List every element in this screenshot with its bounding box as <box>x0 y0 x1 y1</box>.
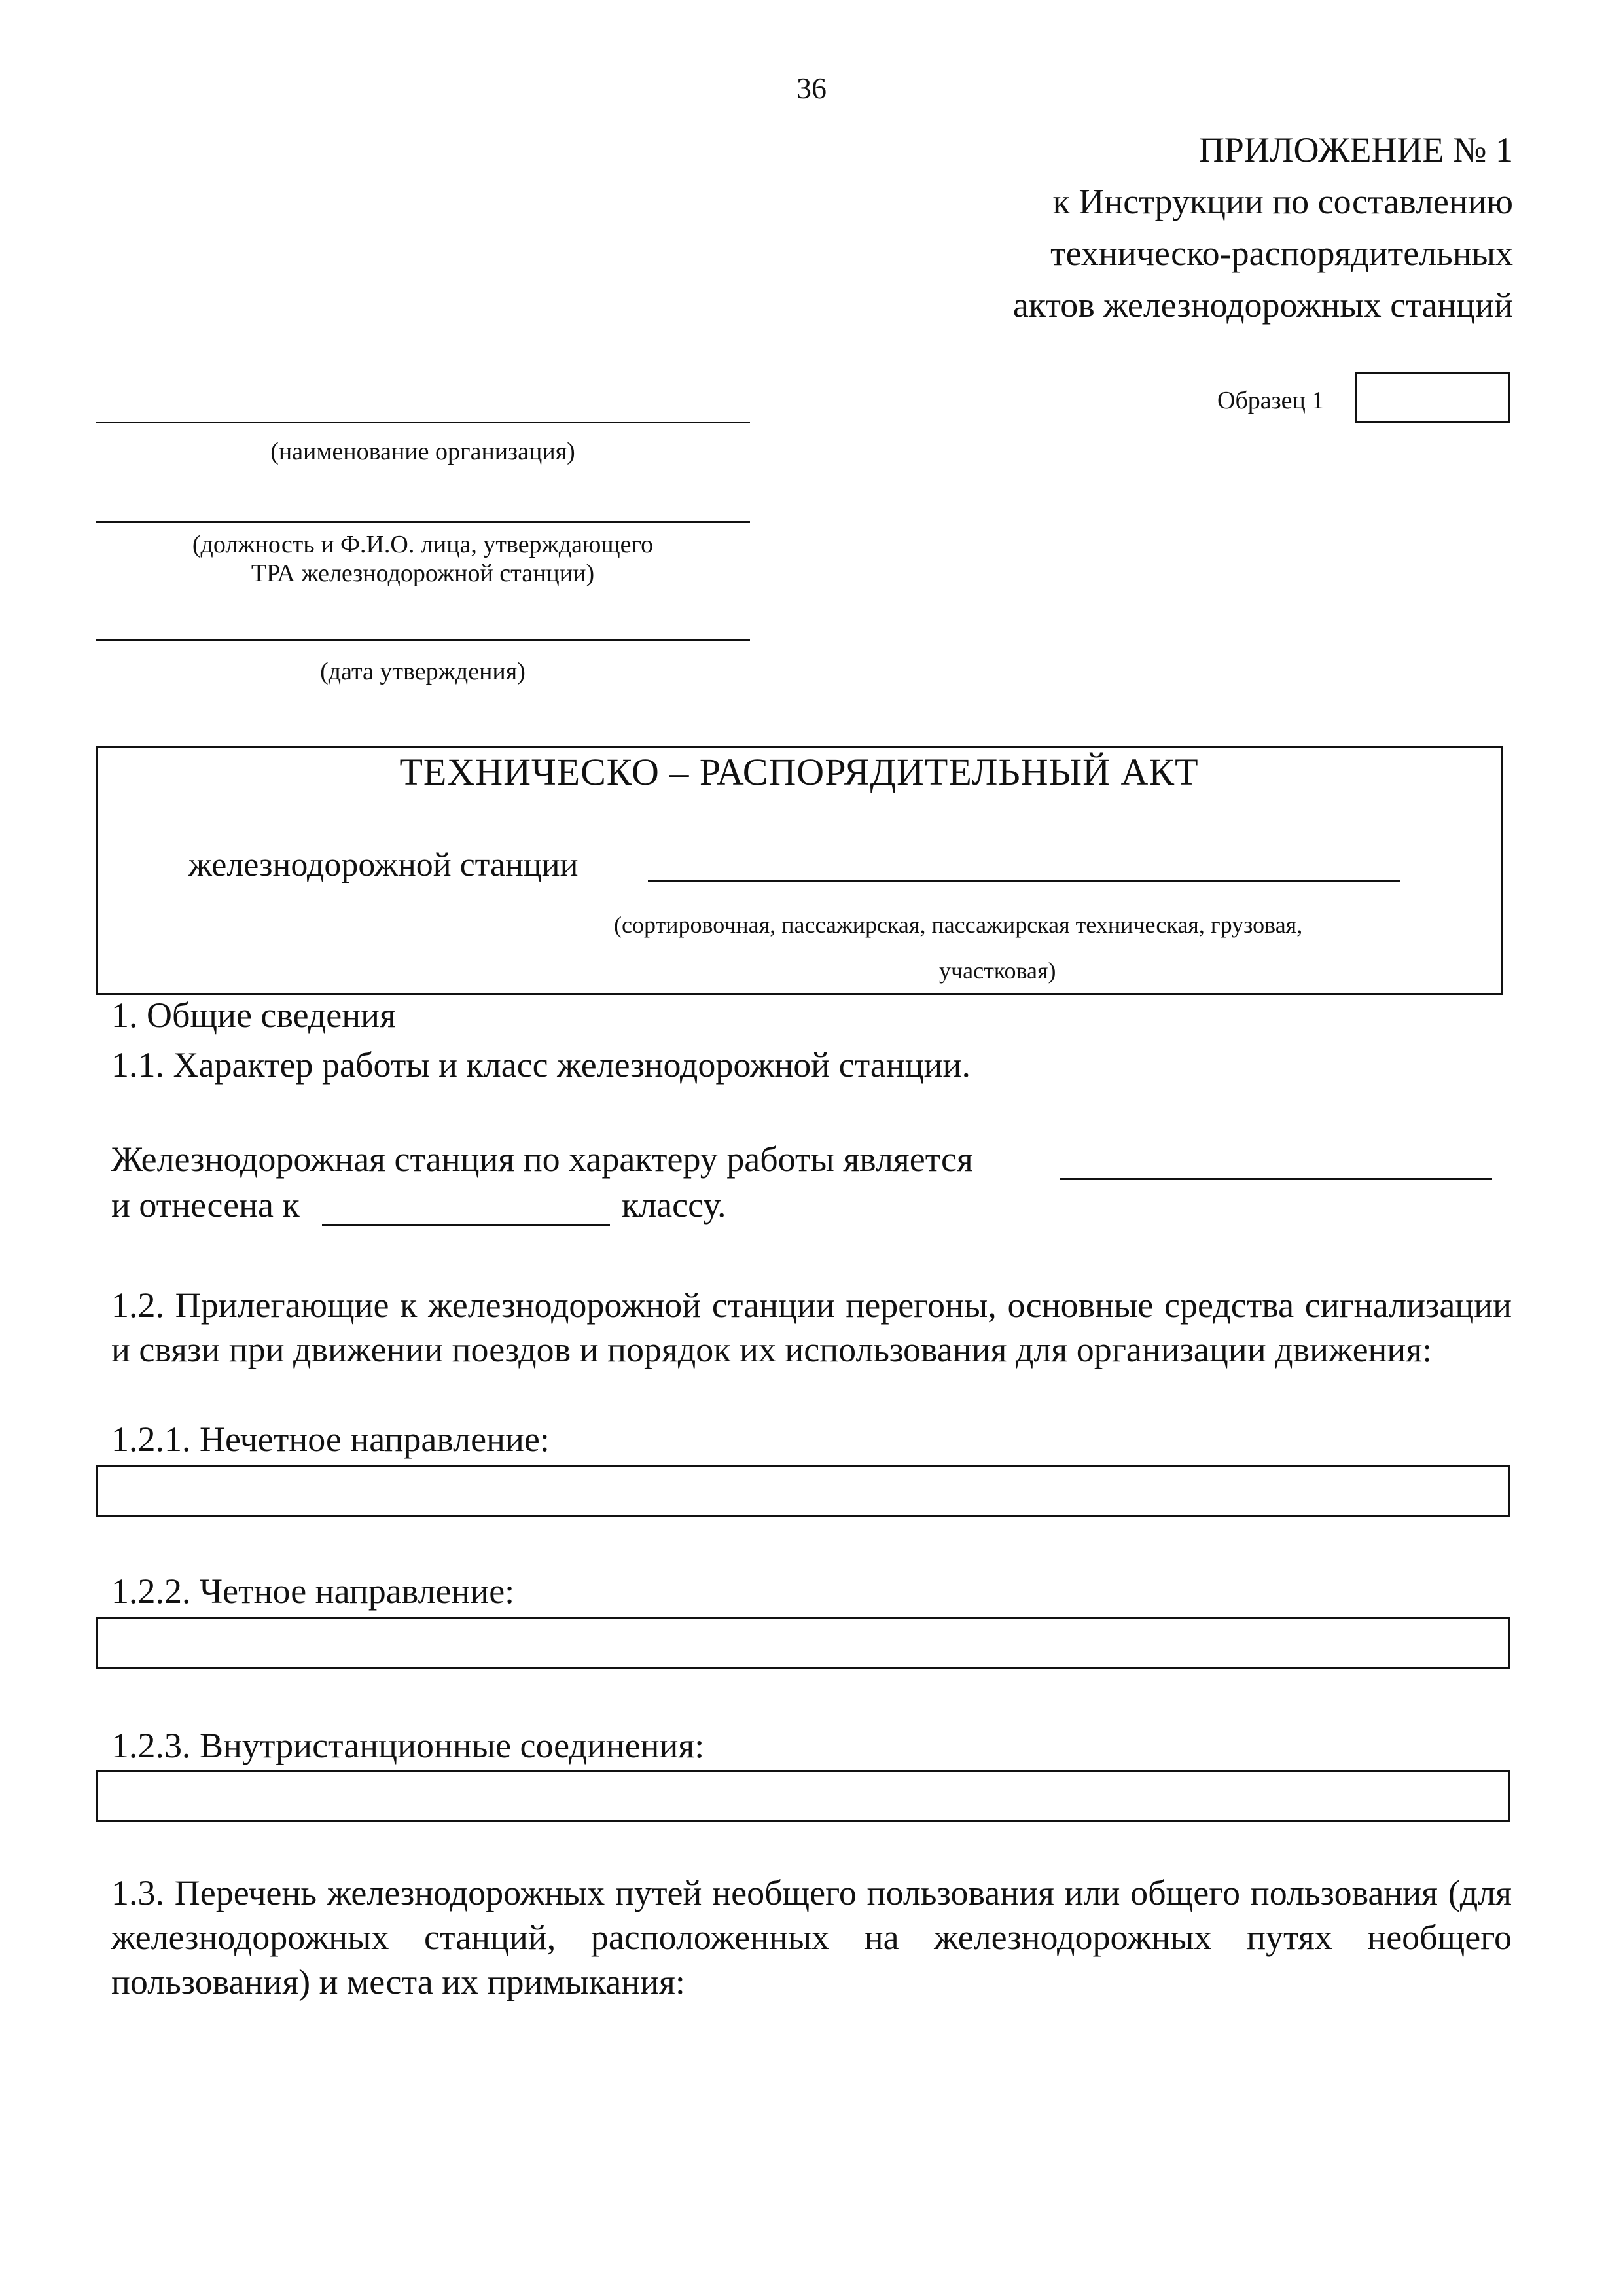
date-caption: (дата утверждения) <box>320 658 526 685</box>
section-1-1-heading: 1.1. Характер работы и класс железнодорожной станции. <box>111 1045 971 1085</box>
station-name-line[interactable] <box>648 880 1400 882</box>
org-name-caption: (наименование организация) <box>270 438 575 465</box>
class-line[interactable] <box>322 1224 610 1226</box>
station-types-note-1: (сортировочная, пассажирская, пассажирская техническая, грузовая, <box>614 912 1303 938</box>
act-title: ТЕХНИЧЕСКО – РАСПОРЯДИТЕЛЬНЫЙ АКТ <box>399 751 1199 793</box>
appendix-line-2: техническо-распорядительных <box>1050 234 1513 273</box>
position-caption-line-2: ТРА железнодорожной станции) <box>251 560 595 587</box>
date-line[interactable] <box>96 639 750 641</box>
work-character-line[interactable] <box>1060 1178 1492 1180</box>
intrastation-label: 1.2.3. Внутристанционные соединения: <box>111 1726 705 1765</box>
position-caption <box>96 530 750 588</box>
station-label: железнодорожной станции <box>188 846 579 884</box>
station-types-note-2: участковая) <box>939 958 1056 984</box>
section-1-2-paragraph: 1.2. Прилегающие к железнодорожной станции перегоны, основные средства сигнализации и связи при движении поездов и порядок их использования для организации движения: <box>111 1285 1512 1369</box>
sample-number-box[interactable] <box>1355 372 1510 423</box>
appendix-title: ПРИЛОЖЕНИЕ № 1 <box>1198 130 1513 170</box>
section-1-3-paragraph: 1.3. Перечень железнодорожных путей необщего пользования или общего пользования (для железнодорожных станций, расположенных на железнодорожных путях необщего пользования) и места их примыкания: <box>111 1873 1512 2001</box>
odd-direction-field[interactable] <box>96 1465 1510 1517</box>
class-suffix: классу. <box>622 1185 726 1225</box>
sample-label: Образец 1 <box>1217 387 1325 414</box>
odd-direction-label: 1.2.1. Нечетное направление: <box>111 1420 550 1459</box>
position-line[interactable] <box>96 521 750 523</box>
even-direction-field[interactable] <box>96 1617 1510 1669</box>
org-name-line[interactable] <box>96 422 750 423</box>
class-label: и отнесена к <box>111 1185 300 1225</box>
intrastation-field[interactable] <box>96 1770 1510 1822</box>
position-caption-line-1: (должность и Ф.И.О. лица, утверждающего <box>192 531 654 558</box>
even-direction-label: 1.2.2. Четное направление: <box>111 1571 515 1611</box>
appendix-line-1: к Инструкции по составлению <box>1052 182 1513 221</box>
page-number: 36 <box>796 71 827 105</box>
appendix-header <box>1013 124 1513 331</box>
work-character-label: Железнодорожная станция по характеру работы является <box>111 1139 973 1179</box>
appendix-line-3: актов железнодорожных станций <box>1012 285 1513 325</box>
section-1-heading: 1. Общие сведения <box>111 996 396 1035</box>
